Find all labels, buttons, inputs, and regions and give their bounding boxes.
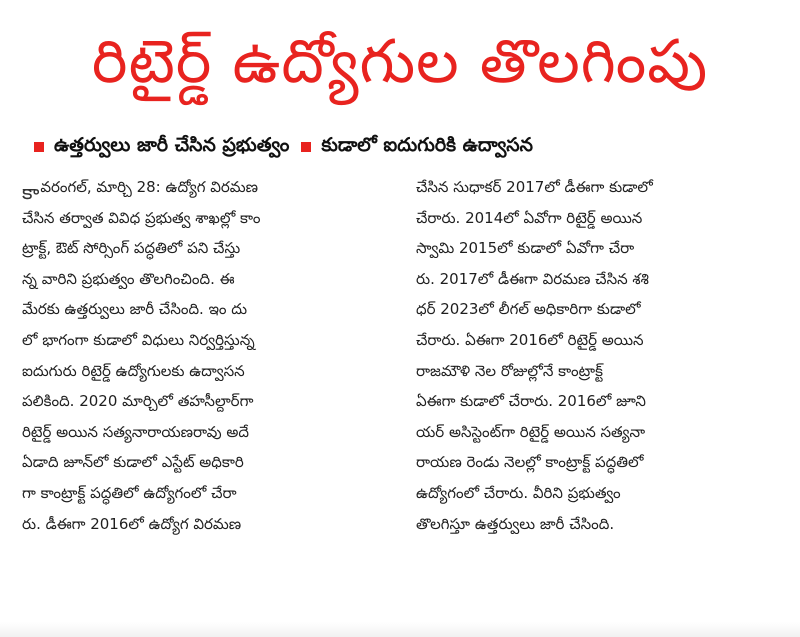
article-body (22, 172, 782, 612)
article-line: యర్ అసిస్టెంట్‌గా రిటైర్డ్ అయిన సత్యనా (416, 422, 646, 441)
article-line: ఐదుగురు రిటైర్డ్ ఉద్యోగులకు ఉద్వాసన (22, 361, 245, 380)
article-line: చేరారు. ఏఈగా 2016లో రిటైర్డ్ అయిన (416, 330, 644, 349)
article-line: చేసిన సుధాకర్ 2017లో డీఈగా కుడాలో (416, 178, 653, 196)
article-line: రిటైర్డ్ అయిన సత్యనారాయణరావు అదే (22, 422, 249, 441)
red-square-bullet-icon (301, 142, 311, 152)
article-line: చేరారు. 2014లో ఏవోగా రిటైర్డ్ అయిన (416, 208, 643, 227)
article-line: చేసిన తర్వాత వివిధ ప్రభుత్వ శాఖల్లో కాం (22, 208, 261, 227)
subheading-2 (301, 134, 533, 161)
article-line: ఉద్యోగంలో చేరారు. వీరిని ప్రభుత్వం (416, 483, 621, 502)
article-line (22, 172, 388, 203)
article-line: మేరకు ఉత్తర్వులు జారీ చేసింది. ఇం దు (22, 300, 248, 319)
article-line: ట్రాక్ట్, ఔట్ సోర్సింగ్ పద్ధతిలో పని చేస్తు (22, 239, 241, 258)
headline: రిటైర్డ్ ఉద్యోగుల తొలగింపు (91, 27, 709, 97)
article-line: ఏఈగా కుడాలో చేరారు. 2016లో జూని (416, 392, 646, 411)
subheading-2-text: కుడాలో ఐదుగురికి ఉద్వాసన (321, 133, 533, 156)
article-line: స్వామి 2015లో కుడాలో ఏవోగా చేరా (416, 239, 635, 258)
article-line: రాజమౌళి నెల రోజుల్లోనే కాంట్రాక్ట్ (416, 361, 603, 380)
article-line: ధర్ 2023లో లీగల్ అధికారిగా కుడాలో (416, 300, 641, 319)
article-line: రాయణ రెండు నెలల్లో కాంట్రాక్ట్ పద్ధతిలో (416, 453, 644, 472)
article-line: పలికింది. 2020 మార్చిలో తహసీల్దార్‌గా (22, 392, 254, 411)
article-line: ఏడాది జూన్‌లో కుడాలో ఎస్టేట్ అధికారి (22, 453, 244, 472)
article-column-right (416, 172, 782, 612)
subheading-1 (34, 134, 289, 161)
article-line: లో భాగంగా కుడాలో విధులు నిర్వర్తిస్తున్న (22, 330, 255, 349)
dateline-dropcap: కా (22, 179, 40, 204)
article-line-text: వరంగల్, మార్చి 28: ఉద్యోగ విరమణ (40, 178, 259, 196)
article-column-left (22, 172, 388, 612)
page-bottom-edge (0, 622, 800, 637)
article-line: రు. డీఈగా 2016లో ఉద్యోగ విరమణ (22, 514, 242, 533)
article-line: న్న వారిని ప్రభుత్వం తొలగించింది. ఈ (22, 269, 235, 288)
article-line: రు. 2017లో డీఈగా విరమణ చేసిన శశి (416, 269, 649, 288)
article-line: గా కాంట్రాక్ట్ పద్ధతిలో ఉద్యోగంలో చేరా (22, 483, 237, 502)
subheading-1-text: ఉత్తర్వులు జారీ చేసిన ప్రభుత్వం (54, 133, 290, 156)
article-line: తొలగిస్తూ ఉత్తర్వులు జారీ చేసింది. (416, 514, 615, 533)
red-square-bullet-icon (34, 142, 44, 152)
subheadings (34, 130, 774, 164)
